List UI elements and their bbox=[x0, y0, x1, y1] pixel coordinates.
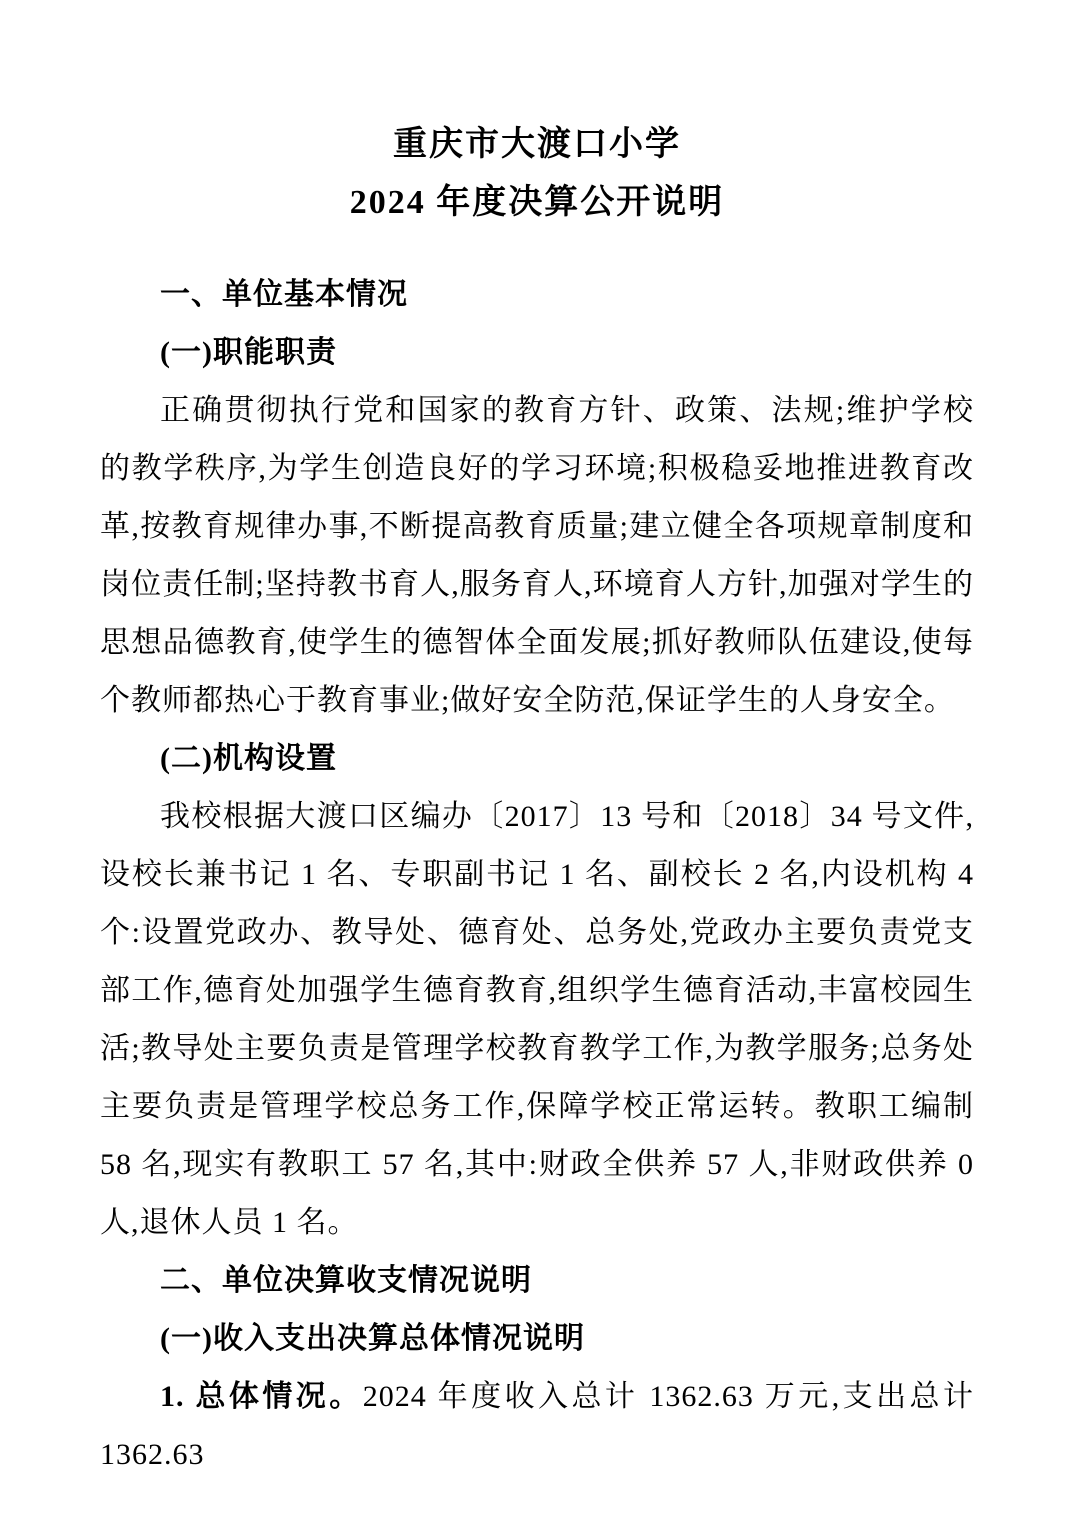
sub-heading-income-expenditure-overview: (一)收入支出决算总体情况说明 bbox=[160, 1322, 585, 1355]
document-title-line1: 重庆市大渡口小学 bbox=[393, 126, 681, 163]
document-title-line2: 2024 年度决算公开说明 bbox=[349, 184, 725, 221]
sub-heading-functions-duties: (一)职能职责 bbox=[160, 336, 337, 369]
section-heading-unit-basic-info: 一、单位基本情况 bbox=[160, 278, 408, 311]
paragraph-organization-setup: 我校根据大渡口区编办〔2017〕13 号和〔2018〕34 号文件,设校长兼书记 1 名、专职副书记 1 名、副校长 2 名,内设机构 4 个:设置党政办、教导处、德育处、总务处,党政办主要负责党支部工作,德育处加强学生德育教育,组织学生德育活动,丰富校园生活;教导处主要负责是管理学校教育教学工作,为教学服务;总务处主要负责是管理学校总务工作,保障学校正常运转。教职工编制 58 名,现实有教职工 57 名,其中:财政全供养 57 人,非财政供养 0 人,退休人员 1 名。 bbox=[100, 800, 974, 1239]
paragraph-functions-duties: 正确贯彻执行党和国家的教育方针、政策、法规;维护学校的教学秩序,为学生创造良好的学习环境;积极稳妥地推进教育改革,按教育规律办事,不断提高教育质量;建立健全各项规章制度和岗位责任制;坚持教书育人,服务育人,环境育人方针,加强对学生的思想品德教育,使学生的德智体全面发展;抓好教师队伍建设,使每个教师都热心于教育事业;做好安全防范,保证学生的人身安全。 bbox=[100, 394, 974, 717]
section-heading-final-accounts: 二、单位决算收支情况说明 bbox=[160, 1264, 532, 1297]
title-spacer bbox=[100, 232, 974, 266]
paragraph-overall-situation bbox=[100, 1368, 974, 1484]
paragraph-overall-situation-text: 2024 年度收入总计 1362.63 万元,支出总计 1362.63 bbox=[100, 1380, 975, 1471]
sub-heading-organization-setup: (二)机构设置 bbox=[160, 742, 337, 775]
paragraph-overall-situation-bold-lead: 1. 总体情况。 bbox=[160, 1380, 363, 1413]
